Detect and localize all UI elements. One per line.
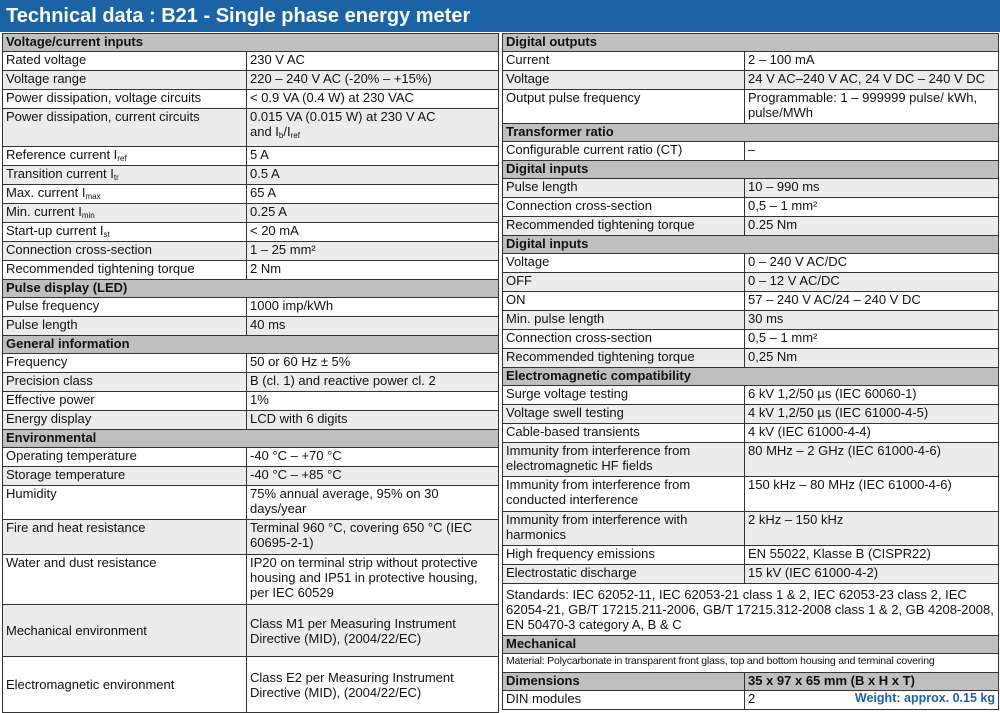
- spec-value: -40 °C – +85 °C: [247, 467, 499, 486]
- spec-label: Recommended tightening torque: [503, 217, 745, 236]
- spec-value: 230 V AC: [247, 52, 499, 71]
- label-text: Transition current I: [6, 166, 114, 181]
- section-heading-voltage-current: Voltage/current inputs: [3, 34, 499, 52]
- spec-label: Voltage: [503, 254, 745, 273]
- spec-label: Voltage range: [3, 71, 247, 90]
- spec-label: Power dissipation, current circuits: [3, 109, 247, 147]
- spec-value: 0,5 – 1 mm²: [745, 198, 999, 217]
- spec-value: 6 kV 1,2/50 µs (IEC 60060-1): [745, 386, 999, 405]
- label-text: Min. current I: [6, 204, 82, 219]
- spec-label: Frequency: [3, 354, 247, 373]
- spec-value: 0,25 Nm: [745, 349, 999, 368]
- spec-value: 4 kV (IEC 61000-4-4): [745, 424, 999, 443]
- spec-label: Recommended tightening torque: [3, 261, 247, 280]
- value-text: /I: [283, 124, 291, 139]
- spec-label: High frequency emissions: [503, 546, 745, 565]
- spec-label: Pulse length: [3, 317, 247, 336]
- label-text: Max. current I: [6, 185, 86, 200]
- section-heading-digital-outputs: Digital outputs: [503, 34, 999, 52]
- spec-label: Voltage: [503, 71, 745, 90]
- section-heading-transformer: Transformer ratio: [503, 124, 999, 142]
- spec-label: ON: [503, 292, 745, 311]
- subscript: b: [278, 131, 284, 140]
- spec-label: Water and dust resistance: [3, 555, 247, 605]
- spec-label: [3, 185, 247, 204]
- label-text: Reference current I: [6, 147, 118, 162]
- spec-label: Current: [503, 52, 745, 71]
- spec-value: 0.5 A: [247, 166, 499, 185]
- spec-value: 0.25 A: [247, 204, 499, 223]
- subscript: tr: [113, 173, 119, 182]
- spec-label: Effective power: [3, 392, 247, 411]
- spec-value: 150 kHz – 80 MHz (IEC 61000-4-6): [745, 477, 999, 512]
- spec-value: IP20 on terminal strip without protective housing and IP51 in protective housing, per IEC 60529: [247, 555, 499, 605]
- value-line: 0.015 VA (0.015 W) at 230 V AC: [250, 109, 436, 124]
- spec-value: [247, 109, 499, 147]
- subscript: st: [103, 230, 110, 239]
- spec-value: Terminal 960 °C, covering 650 °C (IEC 60695-2-1): [247, 520, 499, 555]
- spec-value: 24 V AC–240 V AC, 24 V DC – 240 V DC: [745, 71, 999, 90]
- dimensions-label: Dimensions: [503, 673, 745, 691]
- spec-label: Pulse length: [503, 179, 745, 198]
- spec-label: Rated voltage: [3, 52, 247, 71]
- spec-label: Connection cross-section: [503, 330, 745, 349]
- section-heading-emc: Electromagnetic compatibility: [503, 368, 999, 386]
- spec-label: Immunity from interference with harmonics: [503, 512, 745, 546]
- din-modules-cell: [745, 691, 999, 710]
- spec-label: Immunity from interference from conducted interference: [503, 477, 745, 512]
- right-spec-table: [502, 33, 999, 710]
- spec-value: 2 Nm: [247, 261, 499, 280]
- spec-value: 1000 imp/kWh: [247, 298, 499, 317]
- spec-value: 5 A: [247, 147, 499, 166]
- section-heading-mechanical: Mechanical: [503, 636, 999, 654]
- spec-value: Programmable: 1 – 999999 pulse/ kWh, pulse/MWh: [745, 90, 999, 124]
- spec-label: Humidity: [3, 486, 247, 520]
- spec-value: -40 °C – +70 °C: [247, 448, 499, 467]
- spec-label: Operating temperature: [3, 448, 247, 467]
- din-modules-label: DIN modules: [503, 691, 745, 710]
- spec-value: 57 – 240 V AC/24 – 240 V DC: [745, 292, 999, 311]
- spec-label: Energy display: [3, 411, 247, 430]
- left-spec-table: [2, 33, 499, 713]
- spec-value: 75% annual average, 95% on 30 days/year: [247, 486, 499, 520]
- spec-value: 15 kV (IEC 61000-4-2): [745, 565, 999, 584]
- spec-label: [3, 204, 247, 223]
- spec-label: Surge voltage testing: [503, 386, 745, 405]
- spec-value: –: [745, 142, 999, 161]
- spec-label: Mechanical environment: [3, 605, 247, 657]
- spec-value: 1 – 25 mm²: [247, 242, 499, 261]
- spec-value: 2 kHz – 150 kHz: [745, 512, 999, 546]
- spec-label: Connection cross-section: [3, 242, 247, 261]
- spec-value: 10 – 990 ms: [745, 179, 999, 198]
- spec-value: < 20 mA: [247, 223, 499, 242]
- spec-label: Electromagnetic environment: [3, 657, 247, 713]
- section-heading-general: General information: [3, 336, 499, 354]
- spec-value: 4 kV 1,2/50 µs (IEC 61000-4-5): [745, 405, 999, 424]
- spec-value: < 0.9 VA (0.4 W) at 230 VAC: [247, 90, 499, 109]
- dimensions-value: 35 x 97 x 65 mm (B x H x T): [745, 673, 999, 691]
- spec-value: 2 – 100 mA: [745, 52, 999, 71]
- standards-text: Standards: IEC 62052-11, IEC 62053-21 class 1 & 2, IEC 62053-23 class 2, IEC 62054-21, GB/T 17215.211-2006, GB/T 17215.312-2008 class 1 & 2, GB 4208-2008, EN 50470-3 category A, B & C: [503, 584, 999, 636]
- spec-label: Configurable current ratio (CT): [503, 142, 745, 161]
- spec-label: [3, 223, 247, 242]
- section-heading-digital-inputs-2: Digital inputs: [503, 236, 999, 254]
- spec-label: [3, 166, 247, 185]
- spec-label: Fire and heat resistance: [3, 520, 247, 555]
- spec-value: Class E2 per Measuring Instrument Directive (MID), (2004/22/EC): [247, 657, 499, 713]
- label-text: Start-up current I: [6, 223, 104, 238]
- section-heading-environmental: Environmental: [3, 430, 499, 448]
- spec-label: Voltage swell testing: [503, 405, 745, 424]
- subscript: ref: [290, 131, 300, 140]
- spec-value: Class M1 per Measuring Instrument Directive (MID), (2004/22/EC): [247, 605, 499, 657]
- spec-value: 65 A: [247, 185, 499, 204]
- subscript: ref: [117, 154, 127, 163]
- spec-label: Immunity from interference from electromagnetic HF fields: [503, 443, 745, 477]
- section-heading-digital-inputs: Digital inputs: [503, 161, 999, 179]
- spec-label: OFF: [503, 273, 745, 292]
- spec-value: 1%: [247, 392, 499, 411]
- din-modules-value: 2: [748, 691, 756, 706]
- spec-value: 30 ms: [745, 311, 999, 330]
- spec-label: Cable-based transients: [503, 424, 745, 443]
- spec-value: 80 MHz – 2 GHz (IEC 61000-4-6): [745, 443, 999, 477]
- spec-value: EN 55022, Klasse B (CISPR22): [745, 546, 999, 565]
- spec-label: Power dissipation, voltage circuits: [3, 90, 247, 109]
- subscript: max: [85, 192, 101, 201]
- spec-value: 220 – 240 V AC (-20% – +15%): [247, 71, 499, 90]
- spec-value: 0,5 – 1 mm²: [745, 330, 999, 349]
- spec-value: 0 – 12 V AC/DC: [745, 273, 999, 292]
- spec-label: Connection cross-section: [503, 198, 745, 217]
- material-text: Material: Polycarbonate in transparent front glass, top and bottom housing and terminal covering: [503, 654, 999, 673]
- spec-value: 50 or 60 Hz ± 5%: [247, 354, 499, 373]
- spec-label: Electrostatic discharge: [503, 565, 745, 584]
- section-heading-pulse-display: Pulse display (LED): [3, 280, 499, 298]
- spec-value: B (cl. 1) and reactive power cl. 2: [247, 373, 499, 392]
- spec-label: Recommended tightening torque: [503, 349, 745, 368]
- spec-label: [3, 147, 247, 166]
- page-title: Technical data : B21 - Single phase energy meter: [0, 0, 1000, 32]
- spec-label: Precision class: [3, 373, 247, 392]
- spec-label: Min. pulse length: [503, 311, 745, 330]
- spec-label: Storage temperature: [3, 467, 247, 486]
- spec-value: 40 ms: [247, 317, 499, 336]
- spec-label: Output pulse frequency: [503, 90, 745, 124]
- weight-note: Weight: approx. 0.15 kg: [854, 691, 995, 705]
- spec-value: 0.25 Nm: [745, 217, 999, 236]
- spec-value: LCD with 6 digits: [247, 411, 499, 430]
- spec-label: Pulse frequency: [3, 298, 247, 317]
- value-text: and I: [250, 124, 279, 139]
- spec-value: 0 – 240 V AC/DC: [745, 254, 999, 273]
- subscript: min: [81, 211, 95, 220]
